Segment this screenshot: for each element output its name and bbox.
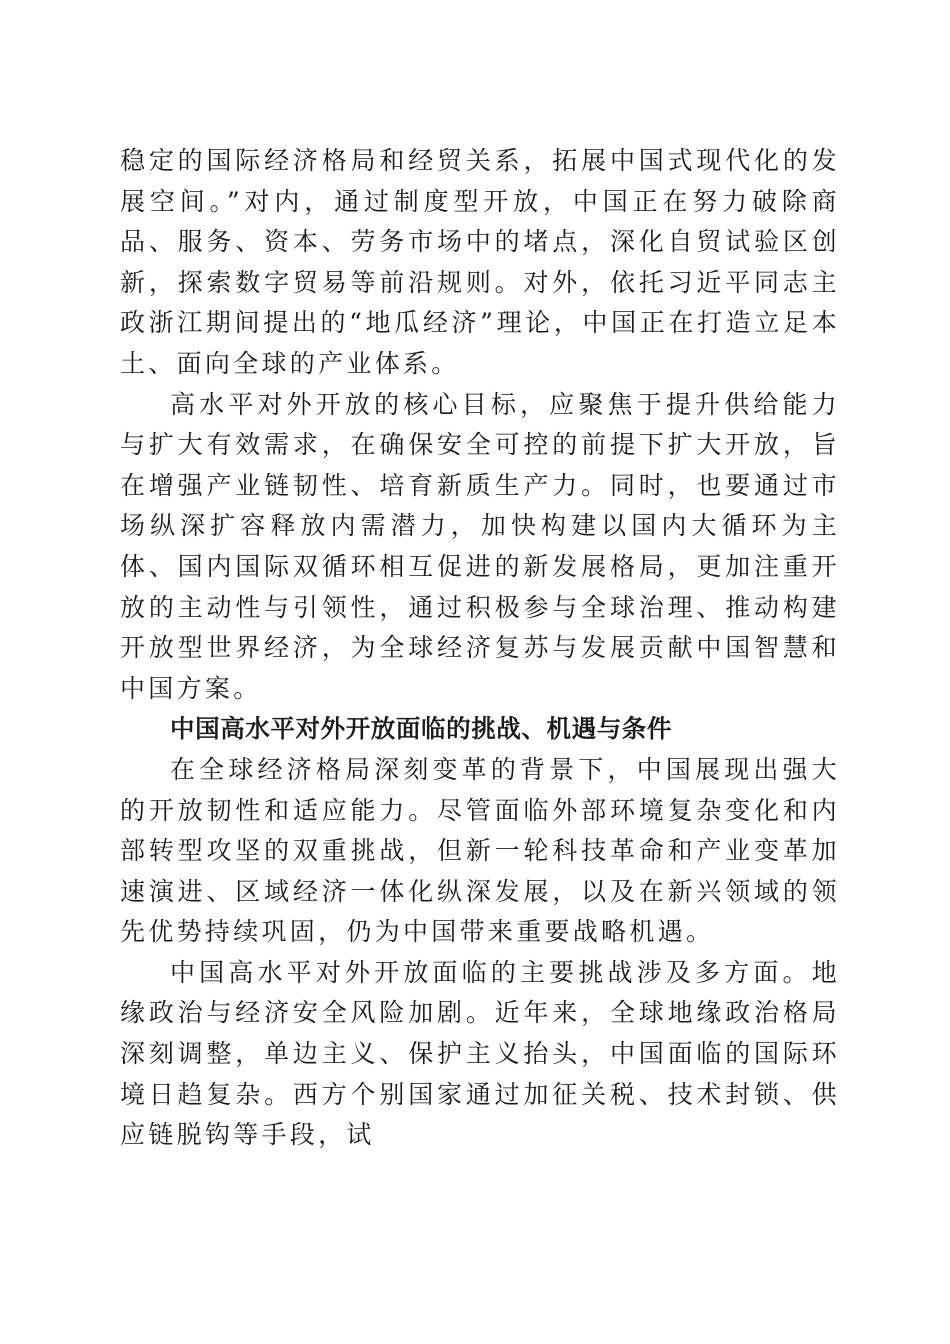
paragraph-core-goal: 高水平对外开放的核心目标，应聚焦于提升供给能力与扩大有效需求，在确保安全可控的前提下扩大开放，旨在增强产业链韧性、培育新质生产力。同时，也要通过市场纵深扩容释放内需潜力，加快构建以国内大循环为主体、国内国际双循环相互促进的新发展格局，更加注重开放的主动性与引领性，通过积极参与全球治理、推动构建开放型世界经济，为全球经济复苏与发展贡献中国智慧和中国方案。	[120, 389, 840, 703]
paragraph-resilience: 在全球经济格局深刻变革的背景下，中国展现出强大的开放韧性和适应能力。尽管面临外部环境复杂变化和内部转型攻坚的双重挑战，但新一轮科技革命和产业变革加速演进、区域经济一体化纵深发展，以及在新兴领域的领先优势持续巩固，仍为中国带来重要战略机遇。	[120, 754, 840, 947]
article-body	[120, 141, 840, 1156]
section-heading: 中国高水平对外开放面临的挑战、机遇与条件	[170, 714, 672, 744]
paragraph-challenges: 中国高水平对外开放面临的主要挑战涉及多方面。地缘政治与经济安全风险加剧。近年来，全球地缘政治格局深刻调整，单边主义、保护主义抬头，中国面临的国际环境日趋复杂。西方个别国家通过加征关税、技术封锁、供应链脱钩等手段，试	[120, 957, 840, 1150]
paragraph-continuation: 稳定的国际经济格局和经贸关系，拓展中国式现代化的发展空间。”对内，通过制度型开放，中国正在努力破除商品、服务、资本、劳务市场中的堵点，深化自贸试验区创新，探索数字贸易等前沿规则。对外，依托习近平同志主政浙江期间提出的“地瓜经济”理论，中国正在打造立足本土、面向全球的产业体系。	[120, 146, 840, 378]
